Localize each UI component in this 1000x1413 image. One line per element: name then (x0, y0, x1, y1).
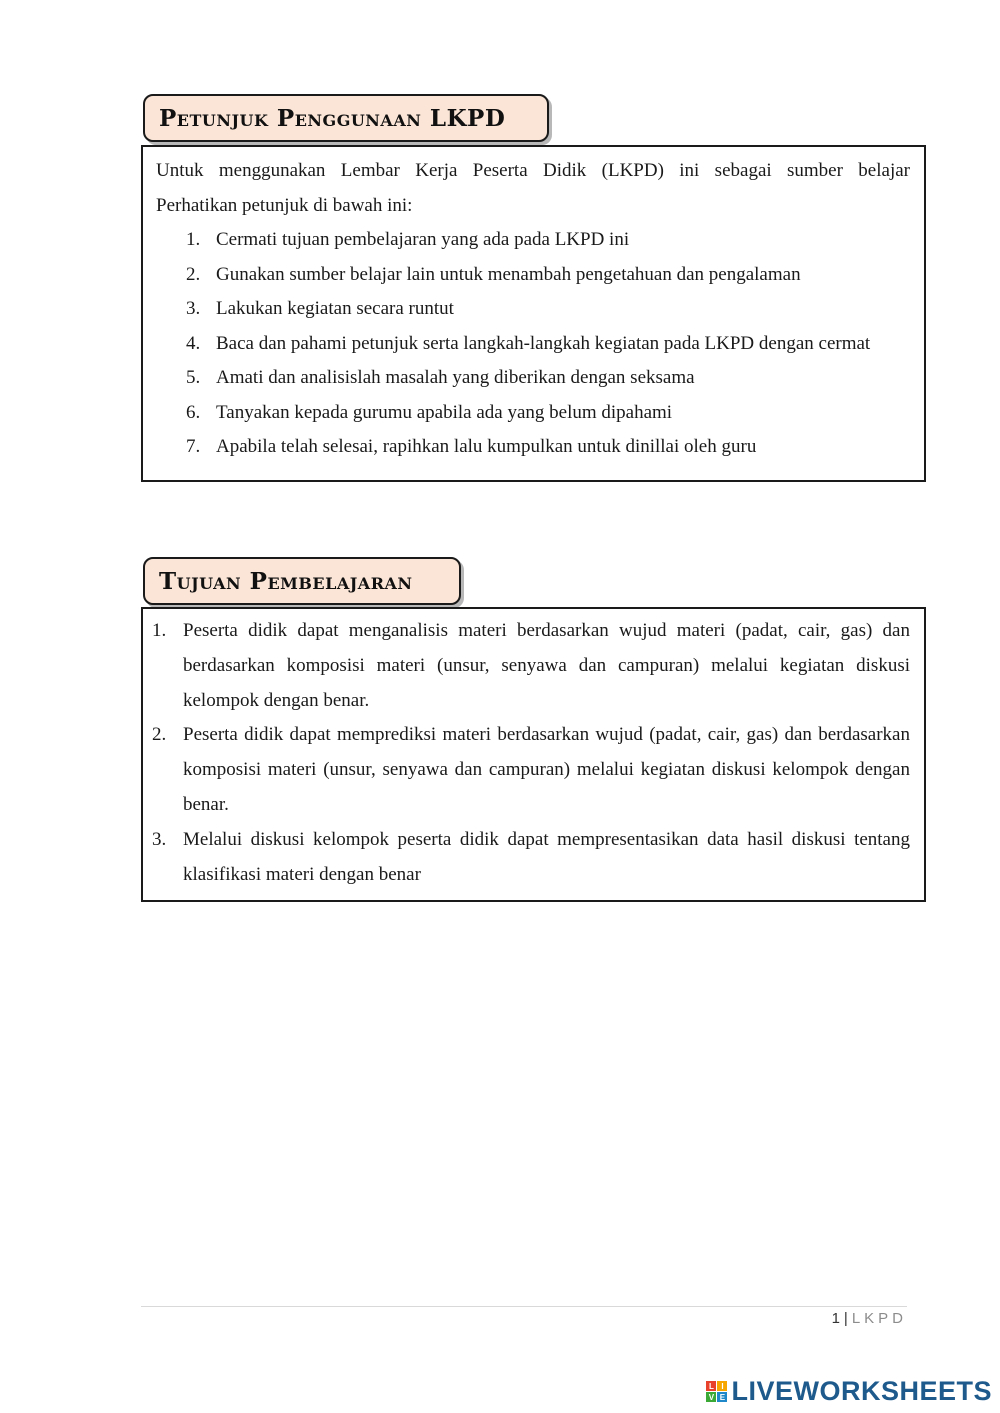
list-item (156, 223, 910, 258)
objectives-box (141, 607, 926, 902)
logo-letter: E (717, 1392, 727, 1402)
footer-separator: | (843, 1310, 849, 1327)
list-item (156, 396, 910, 431)
list-item-text: Apabila telah selesai, rapihkan lalu kumpulkan untuk dinillai oleh guru (216, 436, 757, 457)
watermark-text: LIVEWORKSHEETS (731, 1376, 992, 1406)
list-item-text: Peserta didik dapat menganalisis materi berdasarkan wujud materi (padat, cair, gas) dan berdasarkan komposisi materi (unsur, senyawa dan campuran) melalui kegiatan diskusi kelompok dengan benar. (183, 620, 910, 711)
instructions-title-text: Petunjuk Penggunaan LKPD (159, 104, 506, 132)
page-footer (832, 1310, 907, 1327)
list-item-number: 2. (186, 263, 201, 285)
list-item-text: Cermati tujuan pembelajaran yang ada pada LKPD ini (216, 229, 630, 250)
list-item-number: 4. (186, 332, 201, 354)
footer-label: LKPD (851, 1310, 907, 1327)
list-item-number: 5. (186, 367, 201, 388)
liveworksheets-logo-icon (706, 1381, 727, 1402)
logo-letter: I (717, 1381, 727, 1391)
objectives-list (152, 614, 910, 892)
list-item-text: Lakukan kegiatan secara runtut (216, 298, 454, 319)
list-item-text: Peserta didik dapat memprediksi materi berdasarkan wujud (padat, cair, gas) dan berdasarkan komposisi materi (unsur, senyawa dan campuran) melalui kegiatan diskusi kelompok dengan benar. (183, 724, 910, 815)
list-item (152, 823, 910, 893)
list-item-number: 3. (186, 298, 201, 319)
intro-line-1: Untuk menggunakan Lembar Kerja Peserta Didik (LKPD) ini sebagai sumber belajar (156, 160, 910, 181)
list-item-text: Gunakan sumber belajar lain untuk menambah pengetahuan dan pengalaman (216, 263, 801, 285)
instructions-box (141, 145, 926, 482)
instructions-intro (156, 154, 910, 223)
list-item (156, 327, 910, 362)
instructions-title (143, 94, 549, 142)
list-item-number: 2. (152, 724, 167, 746)
logo-letter: L (706, 1381, 716, 1391)
page-number: 1 (831, 1310, 841, 1327)
list-item (156, 258, 910, 293)
list-item (156, 361, 910, 396)
list-item-number: 3. (152, 828, 167, 850)
list-item-number: 7. (186, 436, 201, 457)
list-item-text: Melalui diskusi kelompok peserta didik dapat mempresentasikan data hasil diskusi tentang klasifikasi materi dengan benar (183, 828, 910, 885)
list-item-text: Amati dan analisislah masalah yang diberikan dengan seksama (216, 367, 695, 388)
list-item-number: 1. (152, 620, 167, 641)
footer-divider (141, 1306, 907, 1307)
objectives-title (143, 557, 461, 605)
list-item (152, 614, 910, 718)
list-item-number: 6. (186, 401, 201, 423)
list-item-text: Tanyakan kepada gurumu apabila ada yang belum dipahami (216, 401, 673, 423)
list-item-text: Baca dan pahami petunjuk serta langkah-langkah kegiatan pada LKPD dengan cermat (216, 332, 871, 354)
list-item (156, 292, 910, 327)
list-item-number: 1. (186, 229, 201, 250)
list-item (152, 718, 910, 822)
instructions-list (156, 223, 910, 465)
liveworksheets-watermark (706, 1376, 992, 1407)
list-item (156, 430, 910, 465)
objectives-title-text: Tujuan Pembelajaran (159, 567, 413, 595)
intro-line-2: Perhatikan petunjuk di bawah ini: (156, 194, 413, 216)
logo-letter: V (706, 1392, 716, 1402)
